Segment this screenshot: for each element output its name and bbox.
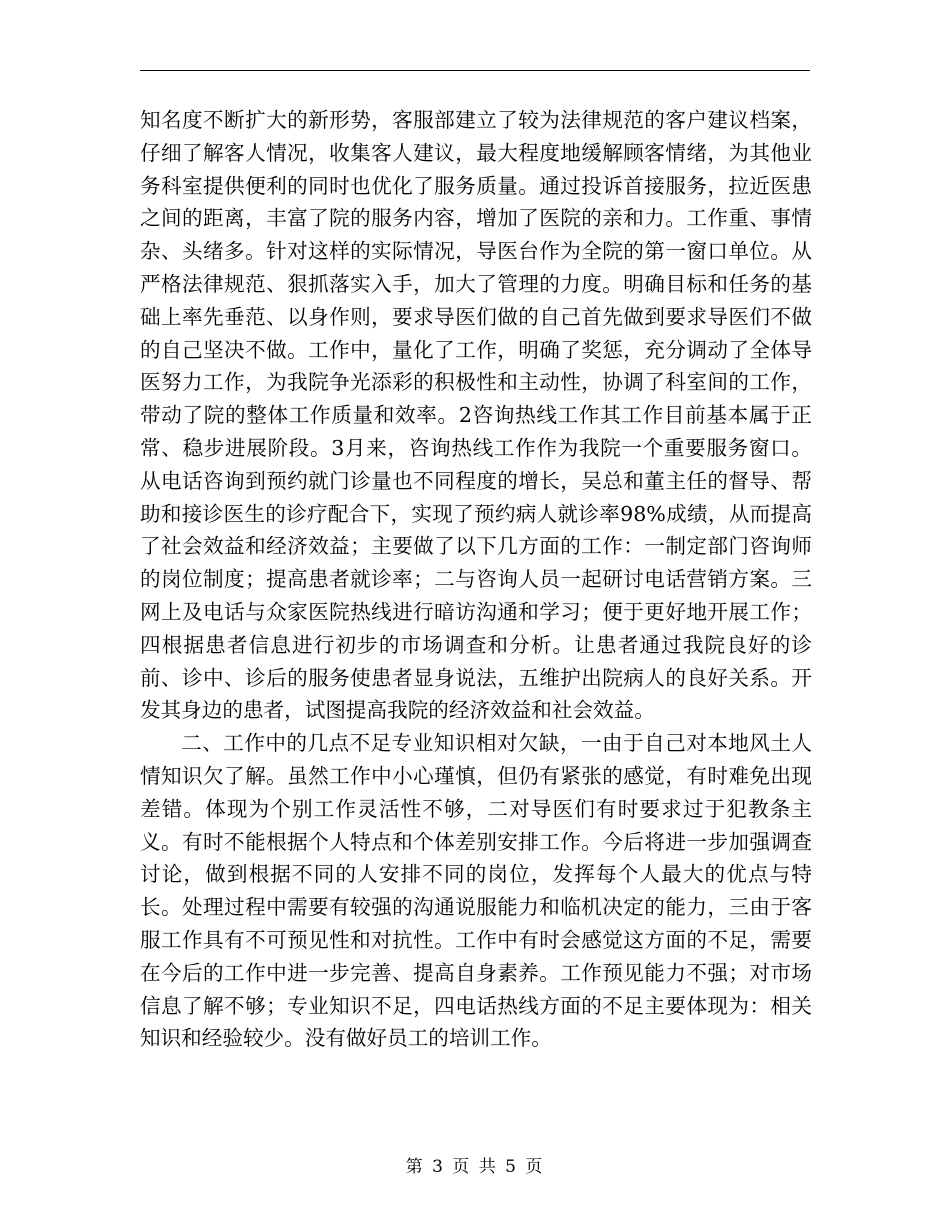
document-body bbox=[140, 104, 812, 1055]
page-number-footer: 第 3 页 共 5 页 bbox=[405, 1157, 545, 1177]
header-rule bbox=[140, 70, 810, 71]
body-paragraph-2: 二、工作中的几点不足专业知识相对欠缺，一由于自己对本地风土人情知识欠了解。虽然工作中小心瑾慎，但仍有紧张的感觉，有时难免出现差错。体现为个别工作灵活性不够，二对导医们有时要求过于犯教条主义。有时不能根据个人特点和个体差别安排工作。今后将进一步加强调查讨论，做到根据不同的人安排不同的岗位，发挥每个人最大的优点与特长。处理过程中需要有较强的沟通说服能力和临机决定的能力，三由于客服工作具有不可预见性和对抗性。工作中有时会感觉这方面的不足，需要在今后的工作中进一步完善、提高自身素养。工作预见能力不强；对市场信息了解不够；专业知识不足，四电话热线方面的不足主要体现为：相关知识和经验较少。没有做好员工的培训工作。 bbox=[140, 731, 812, 1051]
body-paragraph-1: 知名度不断扩大的新形势，客服部建立了较为法律规范的客户建议档案，仔细了解客人情况，收集客人建议，最大程度地缓解顾客情绪，为其他业务科室提供便利的同时也优化了服务质量。通过投诉首接服务，拉近医患之间的距离，丰富了院的服务内容，增加了医院的亲和力。工作重、事情杂、头绪多。针对这样的实际情况，导医台作为全院的第一窗口单位。从严格法律规范、狠抓落实入手，加大了管理的力度。明确目标和任务的基础上率先垂范、以身作则，要求导医们做的自己首先做到要求导医们不做的自己坚决不做。工作中，量化了工作，明确了奖惩，充分调动了全体导医努力工作，为我院争光添彩的积极性和主动性，协调了科室间的工作，带动了院的整体工作质量和效率。2咨询热线工作其工作目前基本属于正常、稳步进展阶段。3月来，咨询热线工作作为我院一个重要服务窗口。从电话咨询到预约就门诊量也不同程度的增长，吴总和董主任的督导、帮助和接诊医生的诊疗配合下，实现了预约病人就诊率98%成绩，从而提高了社会效益和经济效益；主要做了以下几方面的工作：一制定部门咨询师的岗位制度；提高患者就诊率；二与咨询人员一起研讨电话营销方案。三网上及电话与众家医院热线进行暗访沟通和学习；便于更好地开展工作；四根据患者信息进行初步的市场调查和分析。让患者通过我院良好的诊前、诊中、诊后的服务使患者显身说法，五维护出院病人的良好关系。开发其身边的患者，试图提高我院的经济效益和社会效益。 bbox=[140, 108, 812, 723]
